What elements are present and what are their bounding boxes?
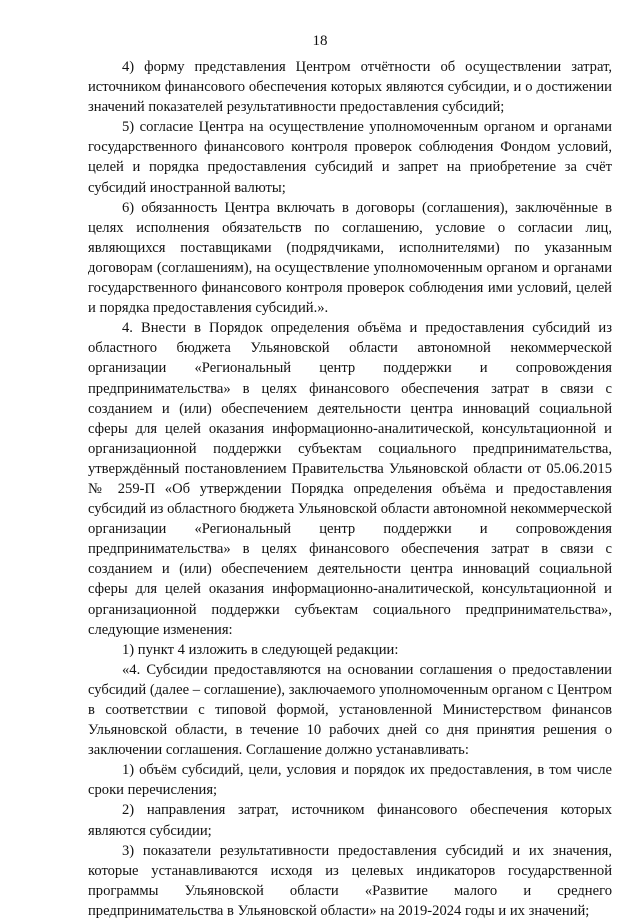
paragraph-section-4-amendments: 4. Внести в Порядок определения объёма и предоставления субсидий из областного бюджета Ульяновской области автономной некоммерческой организации «Региональный центр поддержки и сопровождения предпринимательства» в целях финансового обеспечения затрат в связи с созданием и (или) обеспечением деятельности центра инноваций социальной сферы для целей оказания информационно-аналитической, консультационной и организационной поддержки субъектам социального предпринимательства, утверждённый постановлением Правительства Ульяновской области от 05.06.2015 № 259-П «Об утверждении Порядка определения объёма и предоставления субсидий из областного бюджета Ульяновской области автономной некоммерческой организации «Региональный центр поддержки и сопровождения предпринимательства» в целях финансового обеспечения затрат в связи с созданием и (или) обеспечением деятельности центра инноваций социальной сферы для целей оказания информационно-аналитической, консультационной и организационной поддержки субъектам социального предпринимательства», следующие изменения:: [88, 320, 612, 638]
paragraph-subitem-2-expense-directions: 2) направления затрат, источником финансового обеспечения которых являются субсидии;: [88, 802, 612, 839]
page-number: 18: [312, 33, 328, 49]
paragraph-subitem-1-volume: 1) объём субсидий, цели, условия и порядок их предоставления, в том числе сроки перечисления;: [88, 762, 612, 799]
paragraph-subitem-3-performance-indicators: 3) показатели результативности предоставления субсидий и их значения, которые устанавливаются исходя из целевых индикаторов государственной программы Ульяновской области «Развитие малого и среднего предпринимательства в Ульяновской области» на 2019-2024 годы и их значений;: [88, 842, 612, 919]
paragraph-item-4-reporting-form: 4) форму представления Центром отчётности об осуществлении затрат, источником финансового обеспечения которых являются субсидии, и о достижении значений показателей результативности предоставления субсидий;: [88, 59, 612, 116]
paragraph-item-5-consent-to-inspection: 5) согласие Центра на осуществление уполномоченным органом и органами государственного финансового контроля проверок соблюдения Фондом условий, целей и порядка предоставления субсидий и запрет на приобретение за счёт субсидий иностранной валюты;: [88, 119, 612, 196]
paragraph-point-4-new-wording: 1) пункт 4 изложить в следующей редакции:: [122, 641, 399, 658]
document-body: [88, 57, 612, 921]
paragraph-subsidy-agreement: «4. Субсидии предоставляются на основании соглашения о предоставлении субсидий (далее – соглашение), заключаемого уполномоченным органом с Центром в соответствии с типовой формой, установленной Министерством финансов Ульяновской области, в течение 10 рабочих дней со дня принятия решения о заключении соглашения. Соглашение должно устанавливать:: [88, 661, 612, 759]
paragraph-item-6-contract-obligation: 6) обязанность Центра включать в договоры (соглашения), заключённые в целях исполнения обязательств по соглашению, условие о согласии лиц, являющихся поставщиками (подрядчиками, исполнителями) по указанным договорам (соглашениям), на осуществление уполномоченным органом и органами государственного финансового контроля проверок соблюдения ими условий, целей и порядка предоставления субсидий.».: [88, 199, 612, 317]
